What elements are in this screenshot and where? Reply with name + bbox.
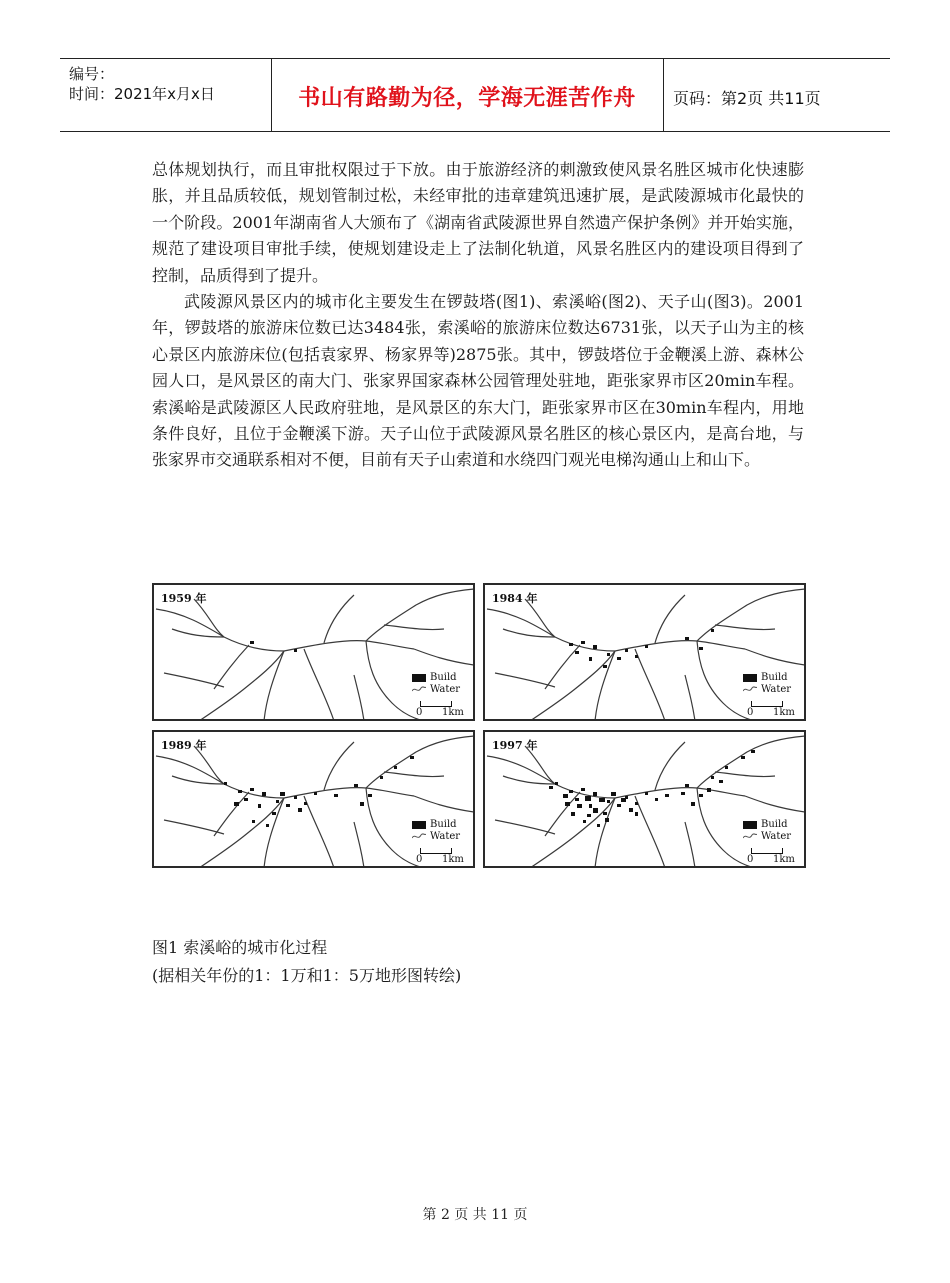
build-area bbox=[224, 782, 227, 785]
build-area bbox=[258, 804, 261, 808]
build-area bbox=[266, 824, 269, 827]
legend-build-swatch bbox=[743, 674, 757, 682]
river-line bbox=[685, 675, 695, 719]
river-line bbox=[384, 625, 444, 630]
scale-zero-label: 0 bbox=[416, 707, 423, 718]
build-area bbox=[607, 653, 610, 656]
build-area bbox=[691, 802, 695, 806]
build-area bbox=[575, 798, 579, 801]
river-line bbox=[366, 736, 473, 788]
build-area bbox=[699, 794, 703, 797]
build-area bbox=[368, 794, 372, 797]
map-year-label: 1984 年 bbox=[492, 592, 538, 605]
river-line bbox=[414, 649, 473, 665]
map-panel bbox=[483, 730, 806, 868]
build-area bbox=[603, 665, 607, 668]
header-motto: 书山有路勤为径，学海无涯苦作舟 bbox=[298, 86, 636, 111]
river-line bbox=[164, 673, 224, 687]
river-line bbox=[697, 589, 804, 641]
river-line bbox=[595, 651, 615, 719]
river-line bbox=[745, 649, 804, 665]
build-area bbox=[587, 814, 591, 817]
build-area bbox=[575, 651, 579, 654]
scale-bar bbox=[747, 699, 805, 719]
scale-bar bbox=[416, 846, 474, 866]
river-line bbox=[635, 649, 665, 719]
build-area bbox=[298, 808, 302, 812]
header-motto-cell bbox=[271, 59, 664, 131]
river-line bbox=[284, 788, 414, 798]
river-line bbox=[545, 645, 580, 689]
legend-build-swatch bbox=[412, 674, 426, 682]
build-area bbox=[607, 800, 610, 803]
map-panel bbox=[483, 583, 806, 721]
header-page-cell bbox=[663, 59, 890, 131]
build-area bbox=[334, 794, 338, 797]
body-text bbox=[152, 157, 804, 474]
legend-water-label: Water bbox=[761, 831, 792, 842]
build-area bbox=[741, 756, 745, 759]
build-area bbox=[635, 655, 638, 658]
build-area bbox=[555, 782, 558, 785]
legend-water-label: Water bbox=[430, 684, 461, 695]
river-line bbox=[304, 649, 334, 719]
river-line bbox=[324, 595, 354, 643]
build-area bbox=[262, 792, 266, 796]
document-number-label: 编号： bbox=[69, 65, 115, 83]
build-area bbox=[725, 766, 728, 769]
river-line bbox=[264, 798, 284, 866]
river-line bbox=[414, 796, 473, 812]
build-area bbox=[711, 776, 714, 779]
page-header bbox=[60, 58, 890, 132]
build-area bbox=[645, 792, 648, 795]
build-area bbox=[655, 798, 658, 801]
river-line bbox=[495, 820, 555, 834]
build-area bbox=[583, 820, 586, 823]
legend-build bbox=[412, 819, 472, 831]
build-area bbox=[294, 649, 297, 652]
legend-build-swatch bbox=[412, 821, 426, 829]
build-area bbox=[685, 637, 689, 640]
legend-build-label: Build bbox=[430, 672, 457, 683]
build-area bbox=[354, 784, 358, 787]
paragraph-urbanization-areas: 武陵源风景区内的城市化主要发生在锣鼓塔(图1)、索溪峪(图2)、天子山(图3)。2001年，锣鼓塔的旅游床位数已达3484张，索溪峪的旅游床位数达6731张，以天子山为主的核心景区内旅游床位(包括袁家界、杨家界等)2875张。其中，锣鼓塔位于金鞭溪上游、森林公园人口，是风景区的南大门、张家界国家森林公园管理处驻地，距张家界市区20min车程。索溪峪是武陵源区人民政府驻地，是风景区的东大门，距张家界市区在30min车程内，用地条件良好，且位于金鞭溪下游。天子山位于武陵源风景名胜区的核心景区内，是高台地，与张家界市交通联系相对不便，目前有天子山索道和水绕四门观光电梯沟通山上和山下。 bbox=[152, 292, 804, 470]
legend-water-label: Water bbox=[761, 684, 792, 695]
build-area bbox=[252, 820, 255, 823]
build-area bbox=[410, 756, 414, 759]
build-area bbox=[569, 643, 573, 646]
build-area bbox=[571, 812, 575, 816]
build-area bbox=[280, 792, 285, 796]
header-page-number: 页码：第2页 共11页 bbox=[673, 89, 821, 108]
build-area bbox=[589, 804, 592, 808]
build-area bbox=[593, 792, 597, 796]
legend-build bbox=[743, 819, 803, 831]
build-area bbox=[286, 804, 290, 807]
river-line bbox=[615, 788, 745, 798]
build-area bbox=[685, 784, 689, 787]
build-area bbox=[593, 808, 598, 813]
build-area bbox=[617, 804, 621, 807]
build-area bbox=[719, 780, 723, 783]
build-area bbox=[635, 802, 638, 805]
build-area bbox=[380, 776, 383, 779]
river-line bbox=[495, 673, 555, 687]
build-area bbox=[577, 804, 582, 808]
build-area bbox=[625, 649, 628, 652]
build-area bbox=[751, 750, 755, 753]
build-area bbox=[711, 629, 714, 632]
legend-water-swatch bbox=[743, 684, 757, 694]
build-area bbox=[605, 818, 609, 822]
map-year-label: 1959 年 bbox=[161, 592, 207, 605]
header-info-cell bbox=[60, 59, 272, 131]
legend-build-label: Build bbox=[430, 819, 457, 830]
legend-build-label: Build bbox=[761, 819, 788, 830]
figure-caption bbox=[152, 934, 752, 990]
build-area bbox=[244, 798, 248, 801]
build-area bbox=[304, 802, 307, 805]
build-area bbox=[581, 641, 585, 644]
river-line bbox=[635, 796, 665, 866]
river-line bbox=[697, 736, 804, 788]
legend-water bbox=[743, 831, 803, 843]
build-area bbox=[314, 792, 317, 795]
river-line bbox=[715, 625, 775, 630]
build-area bbox=[250, 788, 254, 791]
scale-zero-label: 0 bbox=[416, 854, 423, 865]
build-area bbox=[645, 645, 648, 648]
legend-water-swatch bbox=[412, 831, 426, 841]
river-line bbox=[384, 772, 444, 777]
build-area bbox=[569, 790, 573, 793]
build-area bbox=[699, 647, 703, 650]
river-line bbox=[366, 589, 473, 641]
build-area bbox=[603, 812, 607, 815]
build-area bbox=[563, 794, 568, 798]
build-area bbox=[593, 645, 597, 649]
river-line bbox=[745, 796, 804, 812]
river-line bbox=[324, 742, 354, 790]
build-area bbox=[635, 812, 638, 816]
build-area bbox=[611, 792, 616, 796]
scale-zero-label: 0 bbox=[747, 854, 754, 865]
build-area bbox=[294, 796, 297, 799]
river-line bbox=[214, 792, 249, 836]
river-line bbox=[655, 595, 685, 643]
build-area bbox=[360, 802, 364, 806]
legend-build bbox=[412, 672, 472, 684]
scale-bar bbox=[416, 699, 474, 719]
legend-water-swatch bbox=[743, 831, 757, 841]
river-line bbox=[214, 645, 249, 689]
scale-unit-label: 1km bbox=[773, 707, 795, 718]
build-area bbox=[707, 788, 711, 792]
river-line bbox=[304, 796, 334, 866]
build-area bbox=[565, 802, 570, 806]
river-line bbox=[685, 822, 695, 866]
build-area bbox=[581, 788, 585, 791]
build-area bbox=[272, 812, 276, 815]
figure-caption-title: 图1 索溪峪的城市化过程 bbox=[152, 938, 328, 957]
build-area bbox=[599, 798, 605, 802]
river-line bbox=[284, 641, 414, 651]
legend-build-swatch bbox=[743, 821, 757, 829]
map-year-label: 1997 年 bbox=[492, 739, 538, 752]
document-time-label: 时间：2021年x月x日 bbox=[69, 85, 215, 103]
build-area bbox=[665, 794, 669, 797]
paragraph-urbanization-history: 总体规划执行，而且审批权限过于下放。由于旅游经济的刺激致使风景名胜区城市化快速膨胀，并且品质较低，规划管制过松，未经审批的违章建筑迅速扩展，是武陵源城市化最快的一个阶段。2001年湖南省人大颁布了《湖南省武陵源世界自然遗产保护条例》并开始实施，规范了建设项目审批手续，使规划建设走上了法制化轨道，风景名胜区内的建设项目得到了控制，品质得到了提升。 bbox=[152, 160, 804, 285]
build-area bbox=[394, 766, 397, 769]
river-line bbox=[615, 641, 745, 651]
legend-water bbox=[412, 831, 472, 843]
build-area bbox=[250, 641, 254, 644]
legend-water bbox=[743, 684, 803, 696]
river-line bbox=[715, 772, 775, 777]
build-area bbox=[589, 657, 592, 661]
river-line bbox=[354, 675, 364, 719]
river-line bbox=[655, 742, 685, 790]
legend-water-label: Water bbox=[430, 831, 461, 842]
river-line bbox=[164, 820, 224, 834]
build-area bbox=[629, 808, 633, 812]
figure-caption-source: (据相关年份的1：1万和1：5万地形图转绘) bbox=[152, 966, 462, 985]
legend-build bbox=[743, 672, 803, 684]
figure-urbanization-maps bbox=[152, 583, 806, 869]
scale-unit-label: 1km bbox=[442, 854, 464, 865]
map-year-label: 1989 年 bbox=[161, 739, 207, 752]
map-panel bbox=[152, 730, 475, 868]
map-panel bbox=[152, 583, 475, 721]
scale-bar bbox=[747, 846, 805, 866]
legend-build-label: Build bbox=[761, 672, 788, 683]
build-area bbox=[617, 657, 621, 660]
build-area bbox=[597, 824, 600, 827]
build-area bbox=[276, 800, 279, 803]
build-area bbox=[234, 802, 239, 806]
build-area bbox=[549, 786, 553, 789]
build-area bbox=[585, 796, 591, 801]
build-area bbox=[681, 792, 685, 795]
build-area bbox=[238, 790, 242, 793]
page-footer: 第 2 页 共 11 页 bbox=[422, 1207, 528, 1223]
build-area bbox=[621, 798, 626, 802]
scale-unit-label: 1km bbox=[773, 854, 795, 865]
scale-zero-label: 0 bbox=[747, 707, 754, 718]
river-line bbox=[264, 651, 284, 719]
legend-water-swatch bbox=[412, 684, 426, 694]
river-line bbox=[354, 822, 364, 866]
scale-unit-label: 1km bbox=[442, 707, 464, 718]
legend-water bbox=[412, 684, 472, 696]
